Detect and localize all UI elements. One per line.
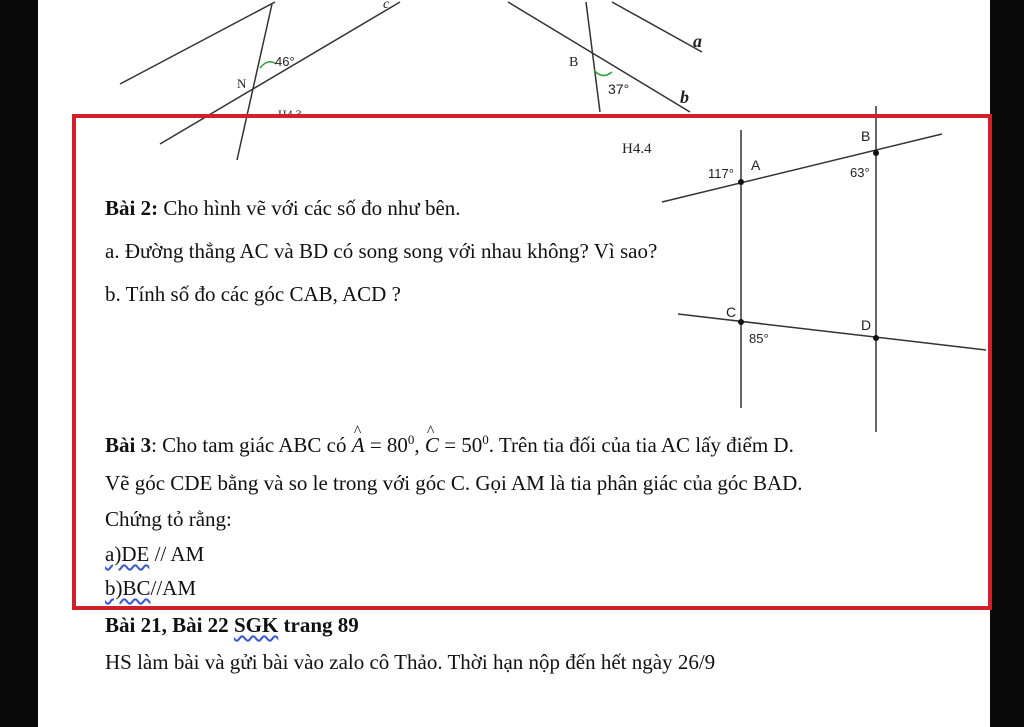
bai3-text1: : Cho tam giác ABC có — [151, 433, 352, 457]
fig3-label-d: D — [861, 317, 872, 333]
fig3-point-b — [873, 150, 879, 156]
angle-c-exponent: 0 — [482, 432, 489, 447]
fig1-angle-arc — [260, 62, 276, 68]
fig3-line-cd — [678, 314, 986, 350]
fig3-caption: H4.4 — [622, 141, 652, 157]
fig3-point-d — [873, 335, 879, 341]
assign-suffix: trang 89 — [278, 613, 359, 637]
fig2-line-label-a: a — [693, 31, 702, 51]
fig3-label-b: B — [861, 128, 871, 144]
fig3-point-c — [738, 319, 744, 325]
fig2-line-a — [612, 2, 702, 52]
figure-top-right — [508, 2, 702, 112]
bai3-line-3: Chứng tỏ rằng: — [105, 507, 232, 531]
fig3-angle-c: 85° — [749, 331, 769, 346]
angle-a-value: = 80 — [364, 433, 408, 457]
angle-a-symbol: ^ A — [352, 435, 365, 456]
assign-sgk: SGK — [233, 613, 279, 637]
bai3-item-b — [105, 578, 196, 599]
fig1-angle-label: 46° — [275, 54, 295, 69]
bai3-separator: , — [414, 433, 425, 457]
bai2-intro: Cho hình vẽ với các số đo như bên. — [158, 196, 461, 220]
fig3-point-a — [738, 179, 744, 185]
bai2-heading-line — [105, 198, 461, 219]
bai3-text2: . Trên tia đối của tia AC lấy điểm D. — [488, 433, 794, 457]
fig1-caption: H4.3 — [278, 107, 302, 121]
submission-note: HS làm bài và gửi bài vào zalo cô Thảo. Thời hạn nộp đến hết ngày 26/9 — [105, 650, 716, 674]
bai2-part-a: a. Đường thẳng AC và BD có song song với nhau không? Vì sao? — [105, 239, 658, 263]
angle-a-exponent: 0 — [407, 432, 415, 447]
fig2-line-label-b: b — [680, 87, 689, 107]
assignment-line — [105, 615, 359, 636]
fig2-angle-label: 37° — [608, 81, 630, 97]
angle-c-value: = 50 — [438, 433, 483, 457]
fig1-line-c — [160, 2, 400, 144]
figure-h4-4 — [622, 106, 986, 432]
fig3-line-ab — [662, 134, 942, 202]
item-b-rest: //AM — [150, 576, 197, 600]
figure-h4-3 — [120, 0, 400, 160]
fig3-label-c: C — [726, 304, 737, 320]
bai3-line-2: Vẽ góc CDE bằng và so le trong với góc C. Gọi AM là tia phân giác của góc BAD. — [105, 471, 803, 495]
angle-c-symbol: ^ C — [425, 435, 439, 456]
bai3-item-a — [105, 544, 204, 565]
item-a-rest: // AM — [149, 542, 205, 566]
fig2-angle-arc — [594, 70, 612, 76]
fig1-line-label-c: c — [383, 0, 390, 12]
assign-prefix: Bài 21, Bài 22 — [105, 613, 234, 637]
bai2-title: Bài 2: — [105, 196, 159, 220]
fig1-point-n: N — [237, 76, 247, 91]
fig2-point-b: B — [569, 55, 579, 70]
fig3-angle-b: 63° — [850, 165, 870, 180]
fig1-line-1 — [120, 2, 275, 84]
bai3-line-1 — [105, 433, 794, 456]
item-a-prefix: a)DE — [105, 542, 150, 566]
item-b-prefix: b)BC — [105, 576, 151, 600]
fig3-label-a: A — [751, 157, 761, 173]
fig2-line-b — [508, 2, 690, 112]
bai2-part-b: b. Tính số đo các góc CAB, ACD ? — [105, 282, 401, 306]
bai3-title: Bài 3 — [105, 433, 152, 457]
fig3-angle-a: 117° — [708, 166, 734, 181]
